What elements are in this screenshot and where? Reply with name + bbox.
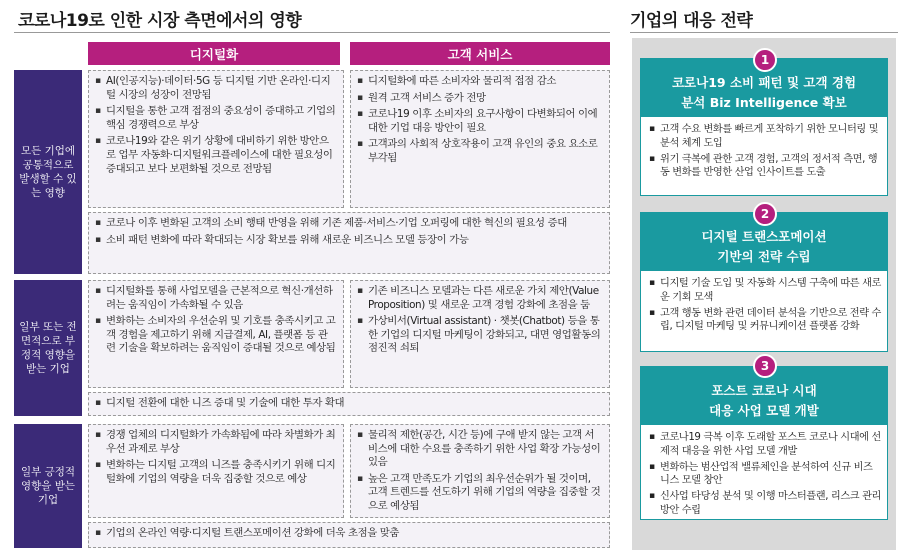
right-section-title: 기업의 대응 전략 — [630, 11, 753, 31]
row2-digital-cell — [88, 280, 344, 388]
list-item: ▪ 경쟁 업체의 디지털화가 가속화됨에 따라 차별화가 최우선 과제로 부상 — [95, 429, 337, 456]
list-item: ▪ 코로나19와 같은 위기 상황에 대비하기 위한 방안으로 업무 자동화·디지털워크플레이스에 대한 필요성이 증대되고 보다 보편화될 것으로 전망됨 — [95, 135, 337, 176]
step-number-badge: 1 — [753, 48, 777, 72]
strategy-card-2 — [640, 212, 888, 352]
strategy-title-line: 대응 사업 모델 개발 — [709, 403, 819, 418]
strategy-title-line: 포스트 코로나 시대 — [711, 383, 817, 398]
row-label-positive: 일부 긍정적 영향을 받는 기업 — [14, 424, 82, 548]
strategy-title-line: 디지털 트랜스포메이션 — [701, 229, 827, 244]
list-item: ▪ 기업의 온라인 역량·디지털 트랜스포메이션 강화에 더욱 초점을 맞춤 — [95, 527, 603, 541]
row1-digital-cell — [88, 70, 344, 208]
row1-service-cell — [350, 70, 610, 208]
list-item: ▪ 변화하는 소비자의 우선순위 및 기호를 충족시키고 고객 경험을 제고하기 위해 지급결제, AI, 플랫폼 등 관련 기술을 확보하려는 움직임이 증대될 것으로 예상됨 — [95, 315, 337, 356]
list-item: ▪ 높은 고객 만족도가 기업의 최우선순위가 될 것이며, 고객 트렌드를 선도하기 위해 기업의 역량을 집중할 것으로 예상됨 — [357, 473, 603, 514]
list-item: ▪ 가상비서(Virtual assistant) · 챗봇(Chatbot) 등을 통한 기업의 디지털 마케팅이 강화되고, 대면 영업활동의 점진적 쇠퇴 — [357, 315, 603, 356]
row3-digital-cell — [88, 424, 344, 518]
column-header-digital: 디지털화 — [88, 42, 340, 65]
row3-service-cell — [350, 424, 610, 518]
list-item: ▪ 변화하는 범산업적 밸류체인을 분석하여 신규 비즈니스 모델 창안 — [649, 461, 881, 489]
list-item: ▪ 고객과의 사회적 상호작용이 고객 유인의 중요 요소로 부각됨 — [357, 138, 603, 165]
strategy-title-line: 분석 Biz Intelligence 확보 — [681, 95, 847, 110]
row-label-common: 모든 기업에 공통적으로 발생할 수 있는 영향 — [14, 70, 82, 274]
list-item: ▪ 원격 고객 서비스 증가 전망 — [357, 92, 603, 106]
list-item: ▪ 고객 행동 변화 관련 데이터 분석을 기반으로 전략 수립, 디지털 마케팅 및 커뮤니케이션 플랫폼 강화 — [649, 307, 881, 335]
list-item: ▪ 소비 패턴 변화에 따라 확대되는 시장 확보를 위해 새로운 비즈니스 모델 등장이 가능 — [95, 234, 603, 248]
list-item: ▪ 코로나19 극복 이후 도래할 포스트 코로나 시대에 선제적 대응을 위한 사업 모델 개발 — [649, 431, 881, 459]
left-title-divider — [14, 32, 610, 33]
list-item: ▪ AI(인공지능)·데이터·5G 등 디지털 기반 온라인·디지털 시장의 성장이 전망됨 — [95, 75, 337, 102]
step-number-badge: 2 — [753, 202, 777, 226]
column-header-service: 고객 서비스 — [350, 42, 610, 65]
right-title-divider — [630, 32, 898, 33]
list-item: ▪ 위기 극복에 관한 고객 경험, 고객의 정서적 측면, 행동 변화를 반영한 산업 인사이트를 도출 — [649, 153, 881, 181]
list-item: ▪ 디지털 전환에 대한 니즈 증대 및 기술에 대한 투자 확대 — [95, 397, 603, 411]
list-item: ▪ 디지털을 통한 고객 접점의 중요성이 증대하고 기업의 핵심 경쟁력으로 부상 — [95, 105, 337, 132]
list-item: ▪ 고객 수요 변화를 빠르게 포착하기 위한 모니터링 및 분석 체계 도입 — [649, 123, 881, 151]
left-section-title: 코로나19로 인한 시장 측면에서의 영향 — [18, 11, 302, 31]
list-item: ▪ 디지털화를 통해 사업모델을 근본적으로 혁신·개선하려는 움직임이 가속화될 수 있음 — [95, 285, 337, 312]
strategy-title-line: 기반의 전략 수립 — [717, 249, 811, 264]
strategy-card-1 — [640, 58, 888, 196]
list-item: ▪ 코로나19 이후 소비자의 요구사항이 다변화되어 이에 대한 기업 대응 방안이 필요 — [357, 108, 603, 135]
strategy-title-line: 코로나19 소비 패턴 및 고객 경험 — [671, 75, 857, 90]
row-label-negative: 일부 또는 전면적으로 부정적 영향을 받는 기업 — [14, 280, 82, 416]
list-item: ▪ 기존 비즈니스 모델과는 다른 새로운 가치 제안(Value Proposition) 및 새로운 고객 경험 강화에 초점을 둠 — [357, 285, 603, 312]
row2-service-cell — [350, 280, 610, 388]
list-item: ▪ 신사업 타당성 분석 및 이행 마스터플랜, 리스크 관리 방안 수립 — [649, 490, 881, 518]
list-item: ▪ 변화하는 디지털 고객의 니즈를 충족시키기 위해 디지털화에 기업의 역량을 더욱 집중할 것으로 예상 — [95, 459, 337, 486]
list-item: ▪ 디지털화에 따른 소비자와 물리적 접점 감소 — [357, 75, 603, 89]
row2-common-cell — [88, 392, 610, 416]
row3-common-cell — [88, 522, 610, 548]
row1-common-cell — [88, 212, 610, 274]
strategy-card-3 — [640, 366, 888, 520]
list-item: ▪ 코로나 이후 변화된 고객의 소비 행태 반영을 위해 기존 제품·서비스·기업 오퍼링에 대한 혁신의 필요성 증대 — [95, 217, 603, 231]
step-number-badge: 3 — [753, 354, 777, 378]
list-item: ▪ 디지털 기술 도입 및 자동화 시스템 구축에 따른 새로운 기회 모색 — [649, 277, 881, 305]
list-item: ▪ 물리적 제한(공간, 시간 등)에 구애 받지 않는 고객 서비스에 대한 수요를 충족하기 위한 사업 확장 가능성이 있음 — [357, 429, 603, 470]
